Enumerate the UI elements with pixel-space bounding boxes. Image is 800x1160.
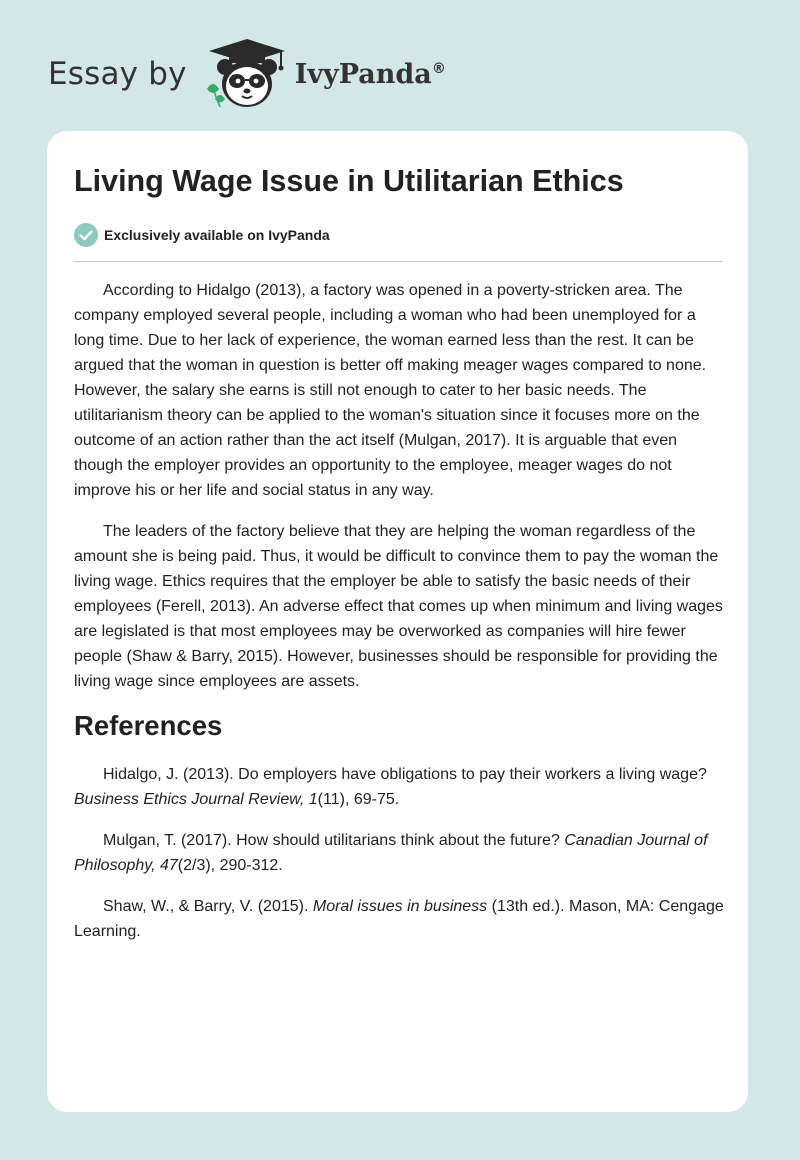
registered-mark: ® bbox=[431, 60, 446, 77]
reference-item: Mulgan, T. (2017). How should utilitarians think about the future? Canadian Journal of Philosophy, 47(2/3), 290-312. bbox=[74, 832, 708, 874]
exclusive-badge-label: Exclusively available on IvyPanda bbox=[104, 227, 330, 243]
article-title: Living Wage Issue in Utilitarian Ethics bbox=[74, 164, 624, 198]
panda-logo-icon[interactable] bbox=[201, 37, 293, 111]
article-body bbox=[74, 278, 726, 960]
reference-item: Hidalgo, J. (2013). Do employers have obligations to pay their workers a living wage? Business Ethics Journal Review, 1(11), 69-75. bbox=[74, 766, 707, 808]
references-heading: References bbox=[74, 710, 223, 741]
reference-item: Shaw, W., & Barry, V. (2015). Moral issues in business (13th ed.). Mason, MA: Cengage Learning. bbox=[74, 898, 724, 940]
exclusive-badge bbox=[74, 222, 330, 248]
check-circle-icon bbox=[74, 223, 98, 247]
article-card bbox=[47, 131, 748, 1112]
brand-header bbox=[48, 34, 488, 114]
brand-name[interactable]: IvyPanda® bbox=[294, 58, 446, 90]
body-paragraph: According to Hidalgo (2013), a factory was opened in a poverty-stricken area. The company employed several people, including a woman who had been unemployed for a long time. Due to her lack of experience, the woman earned less than the rest. It can be argued that the woman in question is better off making meager wages compared to none. However, the salary she earns is still not enough to cater to her basic needs. The utilitarianism theory can be applied to the woman's situation since it focuses more on the outcome of an action rather than the act itself (Mulgan, 2017). It is arguable that even though the employer provides an opportunity to the employee, meager wages do not improve his or her life and social status in any way. bbox=[74, 282, 707, 499]
divider bbox=[74, 261, 723, 262]
brand-prefix: Essay by bbox=[48, 56, 187, 92]
body-paragraph: The leaders of the factory believe that they are helping the woman regardless of the amount she is being paid. Thus, it would be difficult to convince them to pay the woman the living wage. Ethics requires that the employer be able to satisfy the basic needs of their employees (Ferell, 2013). An adverse effect that comes up when minimum and living wages are legislated is that most employees may be overworked as companies will hire fewer people (Shaw & Barry, 2015). However, businesses should be responsible for providing the living wage since employees are assets. bbox=[74, 523, 723, 690]
